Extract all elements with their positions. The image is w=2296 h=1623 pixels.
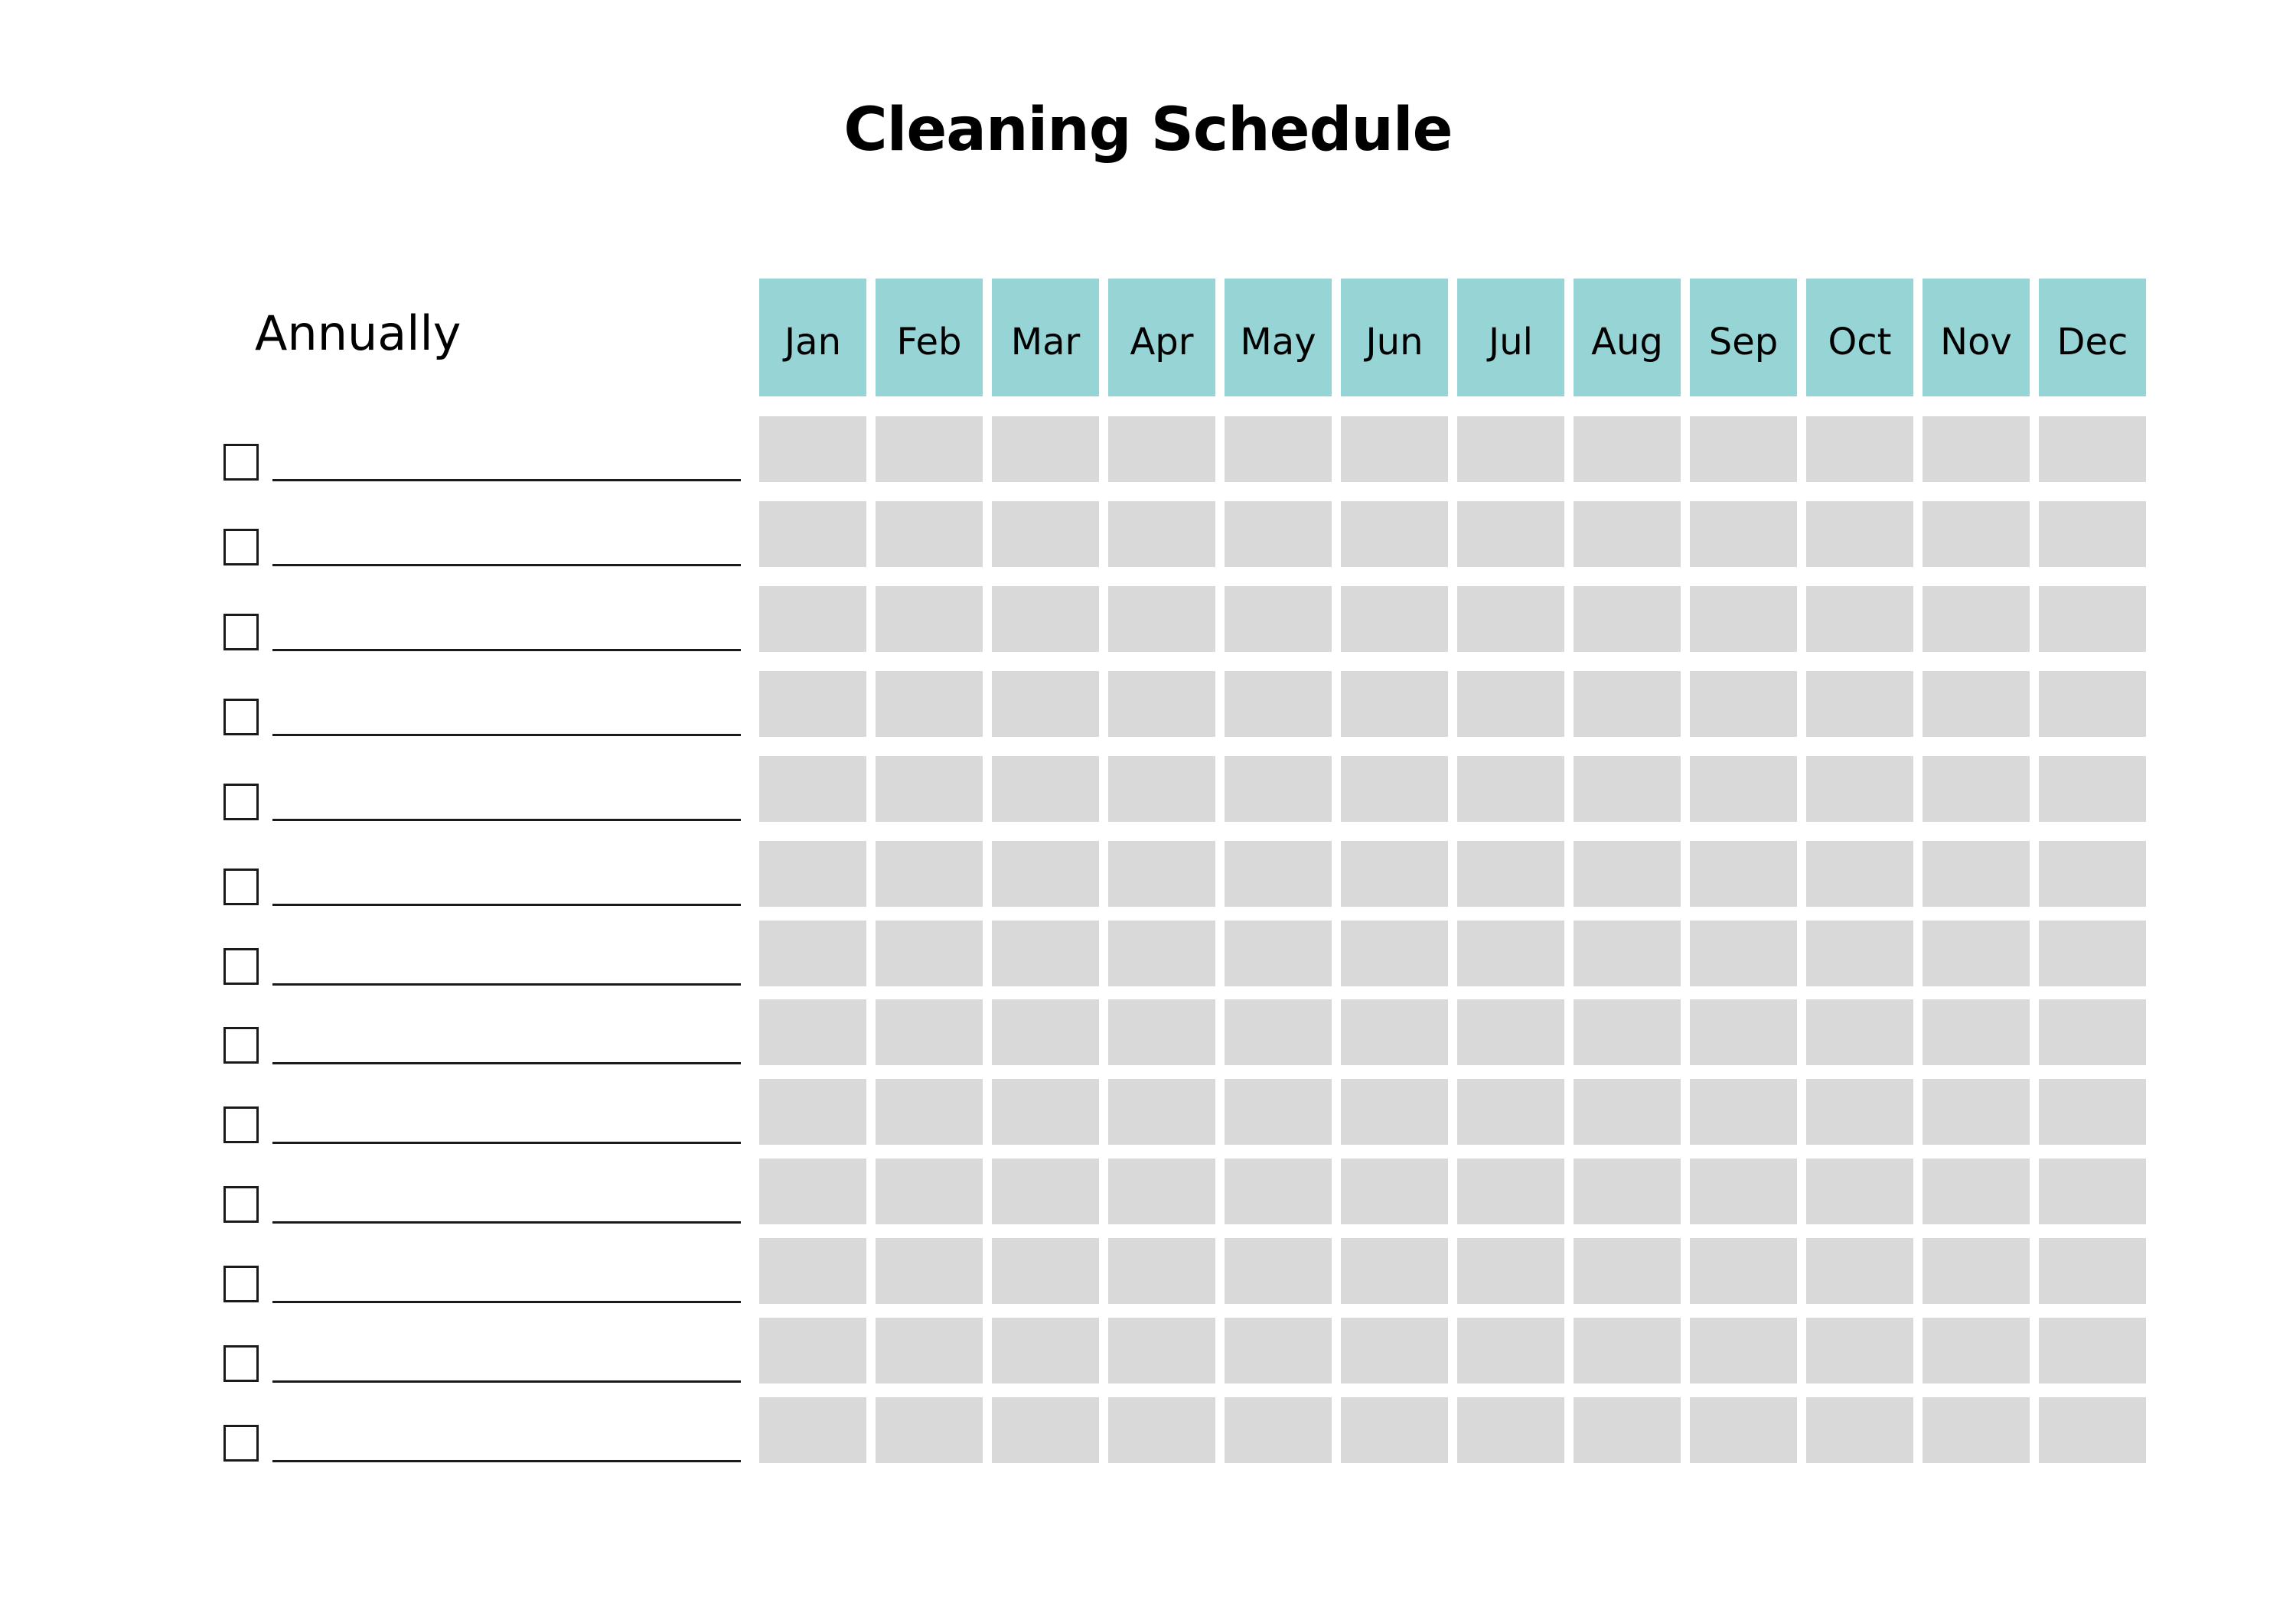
schedule-cell-nov[interactable] <box>1923 1238 2030 1304</box>
task-checkbox[interactable] <box>223 699 259 735</box>
schedule-cell-jan[interactable] <box>759 756 866 822</box>
schedule-cell-mar[interactable] <box>992 756 1099 822</box>
schedule-cell-oct[interactable] <box>1806 671 1913 737</box>
schedule-cell-jun[interactable] <box>1341 841 1448 907</box>
schedule-cell-may[interactable] <box>1225 1079 1332 1145</box>
task-row <box>0 1238 2296 1304</box>
task-checkbox[interactable] <box>223 1425 259 1462</box>
schedule-cell-jun[interactable] <box>1341 1318 1448 1383</box>
task-row <box>0 1318 2296 1383</box>
schedule-cell-sep[interactable] <box>1690 1238 1797 1304</box>
schedule-cell-jun[interactable] <box>1341 586 1448 652</box>
schedule-cell-sep[interactable] <box>1690 921 1797 986</box>
task-checkbox[interactable] <box>223 948 259 985</box>
schedule-cell-jan[interactable] <box>759 841 866 907</box>
schedule-cell-jan[interactable] <box>759 1318 866 1383</box>
month-header-feb: Feb <box>876 279 983 396</box>
task-checkbox[interactable] <box>223 784 259 820</box>
schedule-cell-feb[interactable] <box>876 921 983 986</box>
schedule-cell-jun[interactable] <box>1341 501 1448 567</box>
schedule-cell-dec[interactable] <box>2039 416 2146 482</box>
task-entry-line[interactable] <box>272 1460 741 1462</box>
schedule-cell-mar[interactable] <box>992 416 1099 482</box>
schedule-cell-apr[interactable] <box>1108 1238 1215 1304</box>
schedule-cell-dec[interactable] <box>2039 1079 2146 1145</box>
schedule-cell-aug[interactable] <box>1574 586 1681 652</box>
schedule-cell-may[interactable] <box>1225 921 1332 986</box>
schedule-cell-sep[interactable] <box>1690 756 1797 822</box>
schedule-cell-sep[interactable] <box>1690 1318 1797 1383</box>
task-checkbox[interactable] <box>223 1345 259 1382</box>
task-entry-line[interactable] <box>272 1380 741 1383</box>
month-header-jun: Jun <box>1341 279 1448 396</box>
schedule-cell-oct[interactable] <box>1806 1079 1913 1145</box>
schedule-cell-jan[interactable] <box>759 999 866 1065</box>
task-row <box>0 999 2296 1065</box>
schedule-cell-oct[interactable] <box>1806 756 1913 822</box>
schedule-cell-dec[interactable] <box>2039 586 2146 652</box>
month-header-oct: Oct <box>1806 279 1913 396</box>
schedule-cell-apr[interactable] <box>1108 416 1215 482</box>
schedule-cell-jul[interactable] <box>1457 1159 1564 1224</box>
task-checkbox[interactable] <box>223 529 259 565</box>
schedule-cell-apr[interactable] <box>1108 1159 1215 1224</box>
schedule-cell-apr[interactable] <box>1108 1079 1215 1145</box>
task-entry-line[interactable] <box>272 904 741 906</box>
schedule-cell-may[interactable] <box>1225 586 1332 652</box>
schedule-cell-oct[interactable] <box>1806 921 1913 986</box>
task-entry-line[interactable] <box>272 649 741 651</box>
schedule-cell-feb[interactable] <box>876 999 983 1065</box>
task-row <box>0 1079 2296 1145</box>
month-header-jan: Jan <box>759 279 866 396</box>
schedule-cell-jan[interactable] <box>759 671 866 737</box>
schedule-cell-sep[interactable] <box>1690 841 1797 907</box>
schedule-cell-aug[interactable] <box>1574 1079 1681 1145</box>
schedule-cell-jul[interactable] <box>1457 999 1564 1065</box>
task-entry-line[interactable] <box>272 1142 741 1144</box>
schedule-cell-aug[interactable] <box>1574 921 1681 986</box>
schedule-cell-dec[interactable] <box>2039 1159 2146 1224</box>
task-entry-line[interactable] <box>272 819 741 821</box>
schedule-cell-jul[interactable] <box>1457 921 1564 986</box>
schedule-cell-nov[interactable] <box>1923 999 2030 1065</box>
schedule-cell-jan[interactable] <box>759 586 866 652</box>
schedule-cell-apr[interactable] <box>1108 1318 1215 1383</box>
task-row <box>0 756 2296 822</box>
task-checkbox[interactable] <box>223 869 259 905</box>
task-entry-line[interactable] <box>272 1301 741 1303</box>
schedule-cell-jul[interactable] <box>1457 1238 1564 1304</box>
schedule-cell-jun[interactable] <box>1341 1159 1448 1224</box>
schedule-cell-jul[interactable] <box>1457 671 1564 737</box>
schedule-cell-mar[interactable] <box>992 921 1099 986</box>
schedule-cell-oct[interactable] <box>1806 999 1913 1065</box>
task-row <box>0 1159 2296 1224</box>
schedule-cell-oct[interactable] <box>1806 416 1913 482</box>
schedule-cell-jun[interactable] <box>1341 999 1448 1065</box>
page-title: Cleaning Schedule <box>843 96 1453 165</box>
schedule-cell-aug[interactable] <box>1574 671 1681 737</box>
task-entry-line[interactable] <box>272 564 741 566</box>
schedule-cell-feb[interactable] <box>876 501 983 567</box>
schedule-cell-aug[interactable] <box>1574 416 1681 482</box>
schedule-cell-mar[interactable] <box>992 586 1099 652</box>
task-row <box>0 671 2296 737</box>
month-header-row <box>0 279 2296 396</box>
task-checkbox[interactable] <box>223 614 259 650</box>
schedule-cell-jun[interactable] <box>1341 1397 1448 1463</box>
schedule-cell-sep[interactable] <box>1690 1079 1797 1145</box>
task-entry-line[interactable] <box>272 1062 741 1064</box>
task-entry-line[interactable] <box>272 734 741 736</box>
schedule-cell-jul[interactable] <box>1457 1397 1564 1463</box>
schedule-cell-dec[interactable] <box>2039 841 2146 907</box>
month-header-may: May <box>1225 279 1332 396</box>
schedule-cell-may[interactable] <box>1225 1159 1332 1224</box>
schedule-cell-jun[interactable] <box>1341 756 1448 822</box>
schedule-cell-mar[interactable] <box>992 1397 1099 1463</box>
schedule-cell-nov[interactable] <box>1923 1079 2030 1145</box>
schedule-cell-feb[interactable] <box>876 756 983 822</box>
schedule-cell-apr[interactable] <box>1108 756 1215 822</box>
schedule-cell-oct[interactable] <box>1806 501 1913 567</box>
schedule-cell-aug[interactable] <box>1574 501 1681 567</box>
schedule-cell-jan[interactable] <box>759 416 866 482</box>
schedule-cell-nov[interactable] <box>1923 1397 2030 1463</box>
schedule-cell-apr[interactable] <box>1108 841 1215 907</box>
schedule-cell-oct[interactable] <box>1806 1318 1913 1383</box>
task-row <box>0 1397 2296 1463</box>
schedule-cell-mar[interactable] <box>992 1318 1099 1383</box>
schedule-cell-may[interactable] <box>1225 1397 1332 1463</box>
schedule-cell-nov[interactable] <box>1923 586 2030 652</box>
schedule-cell-apr[interactable] <box>1108 1397 1215 1463</box>
schedule-cell-jul[interactable] <box>1457 416 1564 482</box>
schedule-cell-oct[interactable] <box>1806 586 1913 652</box>
schedule-cell-oct[interactable] <box>1806 1238 1913 1304</box>
month-header-jul: Jul <box>1457 279 1564 396</box>
schedule-cell-aug[interactable] <box>1574 756 1681 822</box>
schedule-cell-jul[interactable] <box>1457 1079 1564 1145</box>
schedule-cell-jul[interactable] <box>1457 1318 1564 1383</box>
schedule-cell-nov[interactable] <box>1923 671 2030 737</box>
month-header-dec: Dec <box>2039 279 2146 396</box>
schedule-cell-jan[interactable] <box>759 1397 866 1463</box>
schedule-cell-jan[interactable] <box>759 921 866 986</box>
schedule-cell-may[interactable] <box>1225 1318 1332 1383</box>
schedule-cell-dec[interactable] <box>2039 501 2146 567</box>
schedule-cell-may[interactable] <box>1225 999 1332 1065</box>
schedule-cell-dec[interactable] <box>2039 756 2146 822</box>
schedule-cell-feb[interactable] <box>876 1159 983 1224</box>
schedule-cell-jul[interactable] <box>1457 586 1564 652</box>
month-header-aug: Aug <box>1574 279 1681 396</box>
task-checkbox[interactable] <box>223 1027 259 1064</box>
schedule-cell-aug[interactable] <box>1574 1397 1681 1463</box>
schedule-cell-nov[interactable] <box>1923 501 2030 567</box>
schedule-cell-aug[interactable] <box>1574 841 1681 907</box>
schedule-cell-nov[interactable] <box>1923 1159 2030 1224</box>
schedule-cell-mar[interactable] <box>992 999 1099 1065</box>
schedule-cell-apr[interactable] <box>1108 501 1215 567</box>
schedule-cell-may[interactable] <box>1225 671 1332 737</box>
task-row <box>0 501 2296 567</box>
schedule-cell-may[interactable] <box>1225 1238 1332 1304</box>
schedule-cell-jun[interactable] <box>1341 416 1448 482</box>
schedule-cell-dec[interactable] <box>2039 999 2146 1065</box>
schedule-cell-aug[interactable] <box>1574 1159 1681 1224</box>
schedule-cell-mar[interactable] <box>992 501 1099 567</box>
task-checkbox[interactable] <box>223 1106 259 1143</box>
task-row <box>0 841 2296 907</box>
schedule-cell-sep[interactable] <box>1690 1397 1797 1463</box>
schedule-cell-aug[interactable] <box>1574 1318 1681 1383</box>
schedule-cell-dec[interactable] <box>2039 1238 2146 1304</box>
schedule-cell-feb[interactable] <box>876 1079 983 1145</box>
schedule-cell-feb[interactable] <box>876 586 983 652</box>
schedule-cell-feb[interactable] <box>876 1238 983 1304</box>
schedule-cell-jun[interactable] <box>1341 671 1448 737</box>
schedule-cell-aug[interactable] <box>1574 1238 1681 1304</box>
schedule-cell-dec[interactable] <box>2039 921 2146 986</box>
task-checkbox[interactable] <box>223 444 259 481</box>
schedule-cell-mar[interactable] <box>992 1079 1099 1145</box>
schedule-cell-jan[interactable] <box>759 1238 866 1304</box>
schedule-cell-apr[interactable] <box>1108 999 1215 1065</box>
schedule-cell-nov[interactable] <box>1923 921 2030 986</box>
schedule-cell-mar[interactable] <box>992 671 1099 737</box>
schedule-cell-sep[interactable] <box>1690 586 1797 652</box>
schedule-cell-feb[interactable] <box>876 1318 983 1383</box>
month-header-nov: Nov <box>1923 279 2030 396</box>
schedule-cell-feb[interactable] <box>876 1397 983 1463</box>
schedule-cell-sep[interactable] <box>1690 1159 1797 1224</box>
month-header-sep: Sep <box>1690 279 1797 396</box>
schedule-cell-may[interactable] <box>1225 501 1332 567</box>
task-checkbox[interactable] <box>223 1186 259 1223</box>
schedule-cell-nov[interactable] <box>1923 1318 2030 1383</box>
schedule-cell-may[interactable] <box>1225 756 1332 822</box>
schedule-cell-feb[interactable] <box>876 841 983 907</box>
schedule-cell-oct[interactable] <box>1806 1159 1913 1224</box>
schedule-cell-apr[interactable] <box>1108 671 1215 737</box>
schedule-cell-feb[interactable] <box>876 671 983 737</box>
schedule-cell-jul[interactable] <box>1457 501 1564 567</box>
schedule-cell-mar[interactable] <box>992 1238 1099 1304</box>
task-entry-line[interactable] <box>272 479 741 481</box>
section-label-annually: Annually <box>255 305 461 361</box>
schedule-cell-sep[interactable] <box>1690 671 1797 737</box>
schedule-cell-aug[interactable] <box>1574 999 1681 1065</box>
schedule-cell-nov[interactable] <box>1923 756 2030 822</box>
schedule-cell-nov[interactable] <box>1923 416 2030 482</box>
schedule-cell-jun[interactable] <box>1341 1238 1448 1304</box>
schedule-cell-dec[interactable] <box>2039 1318 2146 1383</box>
schedule-cell-jan[interactable] <box>759 1159 866 1224</box>
schedule-cell-mar[interactable] <box>992 841 1099 907</box>
task-row <box>0 416 2296 482</box>
schedule-cell-jan[interactable] <box>759 501 866 567</box>
task-entry-line[interactable] <box>272 983 741 986</box>
month-header-apr: Apr <box>1108 279 1215 396</box>
task-entry-line[interactable] <box>272 1221 741 1224</box>
task-checkbox[interactable] <box>223 1266 259 1302</box>
schedule-cell-dec[interactable] <box>2039 1397 2146 1463</box>
task-row <box>0 586 2296 652</box>
schedule-cell-dec[interactable] <box>2039 671 2146 737</box>
schedule-cell-sep[interactable] <box>1690 501 1797 567</box>
schedule-cell-nov[interactable] <box>1923 841 2030 907</box>
schedule-cell-apr[interactable] <box>1108 586 1215 652</box>
schedule-cell-mar[interactable] <box>992 1159 1099 1224</box>
schedule-cell-feb[interactable] <box>876 416 983 482</box>
schedule-cell-apr[interactable] <box>1108 921 1215 986</box>
schedule-cell-jun[interactable] <box>1341 921 1448 986</box>
schedule-cell-sep[interactable] <box>1690 416 1797 482</box>
schedule-cell-jul[interactable] <box>1457 841 1564 907</box>
schedule-cell-oct[interactable] <box>1806 841 1913 907</box>
schedule-cell-jun[interactable] <box>1341 1079 1448 1145</box>
schedule-cell-sep[interactable] <box>1690 999 1797 1065</box>
schedule-cell-may[interactable] <box>1225 841 1332 907</box>
schedule-cell-oct[interactable] <box>1806 1397 1913 1463</box>
schedule-cell-jul[interactable] <box>1457 756 1564 822</box>
schedule-cell-jan[interactable] <box>759 1079 866 1145</box>
schedule-cell-may[interactable] <box>1225 416 1332 482</box>
task-row <box>0 921 2296 986</box>
month-header-mar: Mar <box>992 279 1099 396</box>
